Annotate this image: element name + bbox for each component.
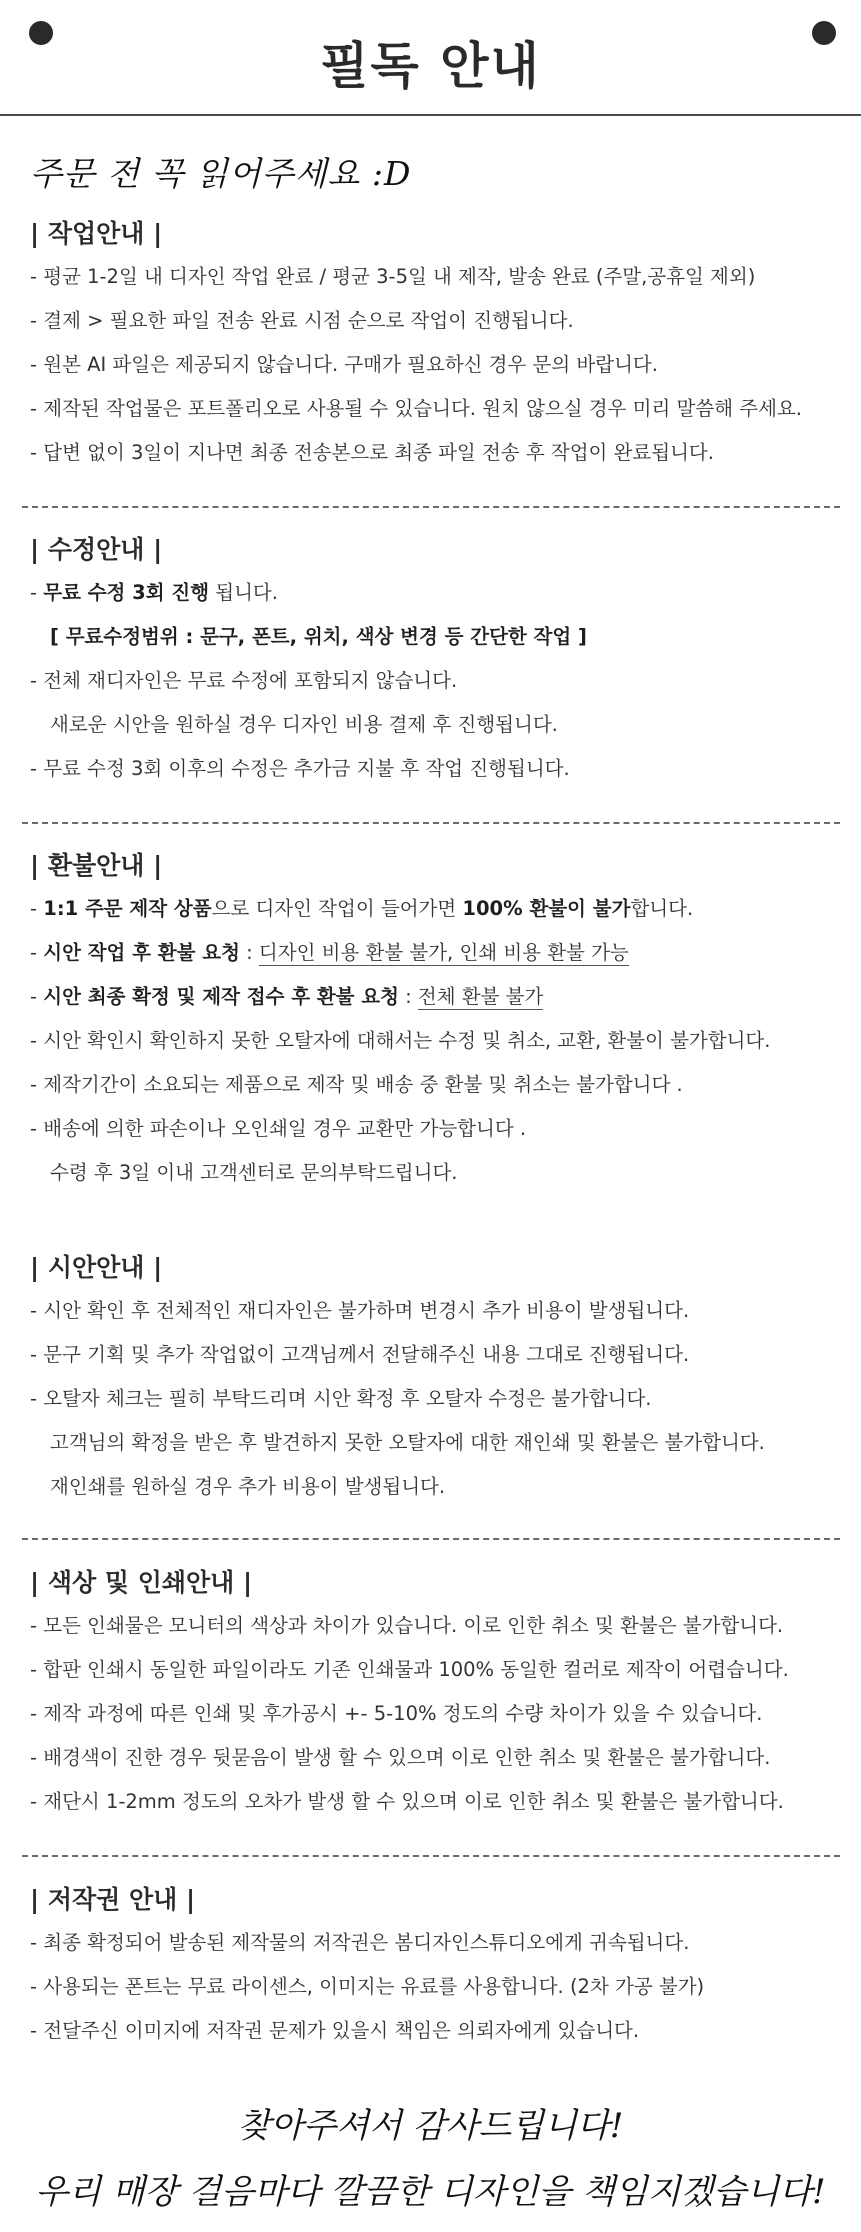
info-line: 고객님의 확정을 받은 후 발견하지 못한 오탈자에 대한 재인쇄 및 환불은 불가합니다. [50,1431,765,1454]
info-line: 새로운 시안을 원하실 경우 디자인 비용 결제 후 진행됩니다. [50,713,558,736]
line-text: 합니다. [630,897,694,920]
info-line: - 원본 AI 파일은 제공되지 않습니다. 구매가 필요하신 경우 문의 바랍니다. [30,353,658,376]
section-revision [30,530,840,800]
section-draft [30,1248,840,1518]
info-line: - 모든 인쇄물은 모니터의 색상과 차이가 있습니다. 이로 인한 취소 및 환불은 불가합니다. [30,1614,784,1637]
info-line: - 제작 과정에 따른 인쇄 및 후가공시 +- 5-10% 정도의 수량 차이가 있을 수 있습니다. [30,1702,763,1725]
info-line: - 재단시 1-2mm 정도의 오차가 발생 할 수 있으며 이로 인한 취소 및 환불은 불가합니다. [30,1790,784,1813]
info-line: - 합판 인쇄시 동일한 파일이라도 기존 인쇄물과 100% 동일한 컬러로 제작이 어렵습니다. [30,1658,789,1681]
line-text: 됩니다. [209,581,278,604]
closing-message: 우리 매장 걸음마다 깔끔한 디자인을 책임지겠습니다! [35,2172,826,2212]
section-color-print [30,1563,840,1833]
bold-text: 시안 최종 확정 및 제작 접수 후 환불 요청 [43,985,399,1008]
info-line: - 무료 수정 3회 이후의 수정은 추가금 지불 후 작업 진행됩니다. [30,757,570,780]
thanks-message: 찾아주셔서 감사드립니다! [237,2106,624,2146]
section-title: | 작업안내 | [30,219,163,248]
section-refund [30,846,840,1206]
bold-text: 100% 환불이 불가 [462,897,631,920]
underlined-text: 전체 환불 불가 [417,985,544,1008]
info-line: - 시안 확인 후 전체적인 재디자인은 불가하며 변경시 추가 비용이 발생됩니다. [30,1299,690,1322]
info-line: - 최종 확정되어 발송된 제작물의 저작권은 봄디자인스튜디오에게 귀속됩니다. [30,1931,690,1954]
line-text: : [239,941,259,964]
underlined-text: 디자인 비용 환불 불가, 인쇄 비용 환불 가능 [258,941,629,964]
pin-dot-icon [812,21,836,45]
info-line [30,578,278,608]
section-title: | 색상 및 인쇄안내 | [30,1568,253,1597]
line-prefix: - [30,897,44,920]
bold-text: [ 무료수정범위 : 문구, 폰트, 위치, 색상 변경 등 간단한 작업 ] [50,625,587,648]
info-line: - 전달주신 이미지에 저작권 문제가 있을시 책임은 의뢰자에게 있습니다. [30,2019,640,2042]
bold-text: 1:1 주문 제작 상품 [43,897,212,920]
line-prefix: - [30,985,44,1008]
bold-text: 무료 수정 3회 진행 [43,581,210,604]
subtitle: 주문 전 꼭 읽어주세요 :D [30,154,412,193]
info-line [30,894,693,924]
info-line: 재인쇄를 원하실 경우 추가 비용이 발생됩니다. [50,1475,446,1498]
section-title: | 환불안내 | [30,851,163,880]
section-title: | 시안안내 | [30,1253,163,1282]
section-copyright [30,1880,840,2060]
info-line: - 배송에 의한 파손이나 오인쇄일 경우 교환만 가능합니다 . [30,1117,527,1140]
info-line: - 전체 재디자인은 무료 수정에 포함되지 않습니다. [30,669,458,692]
info-line: - 시안 확인시 확인하지 못한 오탈자에 대해서는 수정 및 취소, 교환, 환불이 불가합니다. [30,1029,771,1052]
info-line: - 제작된 작업물은 포트폴리오로 사용될 수 있습니다. 원치 않으실 경우 미리 말씀해 주세요. [30,397,802,420]
dashed-divider [22,506,840,508]
section-title: | 저작권 안내 | [30,1885,196,1914]
info-line: - 사용되는 폰트는 무료 라이센스, 이미지는 유료를 사용합니다. (2차 가공 불가) [30,1975,705,1998]
line-text: : [398,985,418,1008]
line-text: 으로 디자인 작업이 들어가면 [211,897,463,920]
dashed-divider [22,822,840,824]
line-prefix: - [30,941,44,964]
info-line: - 결제 > 필요한 파일 전송 완료 시점 순으로 작업이 진행됩니다. [30,309,574,332]
section-title: | 수정안내 | [30,535,163,564]
bold-text: 시안 작업 후 환불 요청 [43,941,240,964]
info-line: - 오탈자 체크는 필히 부탁드리며 시안 확정 후 오탈자 수정은 불가합니다. [30,1387,652,1410]
info-line: - 제작기간이 소요되는 제품으로 제작 및 배송 중 환불 및 취소는 불가합니다 . [30,1073,683,1096]
dashed-divider [22,1855,840,1857]
line-prefix: - [30,581,44,604]
info-line: - 문구 기획 및 추가 작업없이 고객님께서 전달해주신 내용 그대로 진행됩니다. [30,1343,690,1366]
info-line [30,982,543,1012]
page-title: 필독 안내 [320,37,541,95]
page-header [0,0,861,116]
info-line [30,938,629,968]
info-line: - 배경색이 진한 경우 뒷묻음이 발생 할 수 있으며 이로 인한 취소 및 환불은 불가합니다. [30,1746,771,1769]
info-line: - 답변 없이 3일이 지나면 최종 전송본으로 최종 파일 전송 후 작업이 완료됩니다. [30,441,714,464]
section-work [30,214,840,479]
info-line: 수령 후 3일 이내 고객센터로 문의부탁드립니다. [50,1161,458,1184]
info-line: - 평균 1-2일 내 디자인 작업 완료 / 평균 3-5일 내 제작, 발송 완료 (주말,공휴일 제외) [30,265,756,288]
free-revision-scope [50,622,587,652]
dashed-divider [22,1538,840,1540]
